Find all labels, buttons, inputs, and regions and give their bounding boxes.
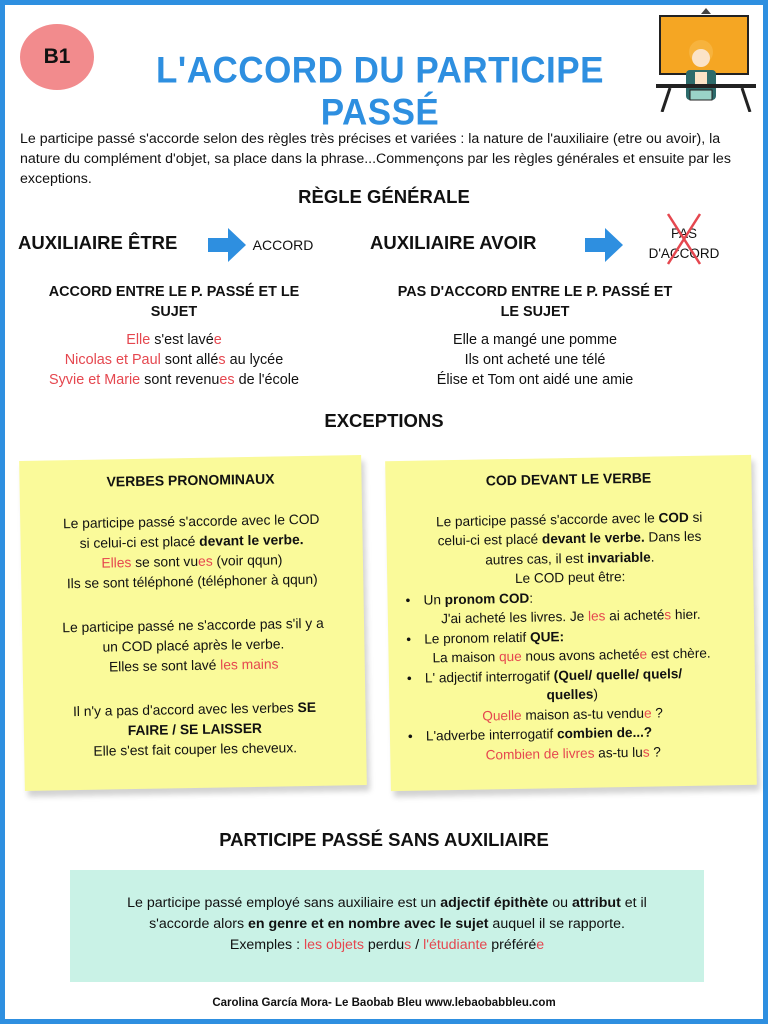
arrow-right-icon xyxy=(585,228,623,262)
note-emphasis: invariable xyxy=(587,549,651,566)
example-verb: s'est lavé xyxy=(150,332,214,348)
example-agreement: s xyxy=(218,352,226,368)
note-cod: que xyxy=(498,648,522,665)
note-line: un COD placé après le verbe. xyxy=(102,636,285,655)
note-cod: Quelle xyxy=(482,707,522,724)
arrow-right-icon xyxy=(208,228,246,262)
note-line: Le COD peut être: xyxy=(514,569,626,586)
note-text: Un xyxy=(423,591,445,608)
note-line: Le participe passé ne s'accorde pas s'il y a xyxy=(62,615,324,636)
avoir-example: Elle a mangé une pomme xyxy=(453,332,617,348)
note-text: se sont vu xyxy=(131,553,199,571)
cross-icon xyxy=(664,212,704,266)
note-emphasis: SE xyxy=(297,699,317,716)
box-text: s'accorde alors xyxy=(149,916,248,932)
note-cod-devant-le-verbe xyxy=(385,455,757,791)
example-verb: sont allé xyxy=(160,352,219,368)
exceptions-heading: EXCEPTIONS xyxy=(324,410,444,431)
note-text: La maison xyxy=(432,649,500,666)
box-text: préféré xyxy=(487,937,537,953)
note-agreement: s xyxy=(642,744,650,760)
example-rest: au lycée xyxy=(225,352,284,368)
note-text: maison as-tu vendu xyxy=(521,705,645,723)
box-text: Exemples : xyxy=(229,937,304,953)
avoir-example: Élise et Tom ont aidé une amie xyxy=(436,372,634,388)
box-text: et il xyxy=(620,895,647,911)
note-text: Le participe passé s'accorde avec le xyxy=(435,509,659,529)
bullet-icon: • xyxy=(405,592,411,608)
bullet-icon: • xyxy=(406,631,412,647)
general-rule-heading: RÈGLE GÉNÉRALE xyxy=(298,186,470,207)
example-rest: de l'école xyxy=(234,372,299,388)
example-subject: Elle xyxy=(126,332,151,348)
note-emphasis: pronom COD xyxy=(444,590,530,607)
box-example: les objets xyxy=(303,937,364,953)
box-example: l'étudiante xyxy=(423,937,488,953)
intro-paragraph: Le participe passé s'accorde selon des règles très précises et variées : la nature de l'auxiliaire (etre ou avoir), la nature du complément d'objet, sa place dans la phrase...Commençons par les règles générales et ensuite par les exceptions. xyxy=(20,131,731,187)
example-verb: sont revenu xyxy=(140,372,220,388)
page-title: L'ACCORD DU PARTICIPE PASSÉ xyxy=(156,50,604,133)
box-line xyxy=(70,935,704,956)
note-agreement: e xyxy=(639,646,648,662)
example-agreement: s xyxy=(227,372,235,388)
note-text: ? xyxy=(651,704,664,721)
accord-sujet-subheading-line2: SUJET xyxy=(150,304,198,320)
example-agreement: e xyxy=(213,332,222,348)
auxiliaire-etre-label: AUXILIAIRE ÊTRE xyxy=(18,232,178,253)
accord-sujet-subheading-line1: ACCORD ENTRE LE P. PASSÉ ET LE xyxy=(48,284,300,300)
bullet-icon: • xyxy=(406,670,412,686)
box-emphasis: adjectif épithète xyxy=(440,895,549,911)
etre-example xyxy=(18,350,330,370)
note-cod: les xyxy=(587,608,606,624)
note-line: Le participe passé s'accorde avec le COD xyxy=(62,511,320,532)
box-text: Le participe passé employé sans auxiliaire est un xyxy=(127,895,441,911)
pas-accord-sujet-subheading xyxy=(372,282,698,322)
level-badge-label: B1 xyxy=(43,45,71,68)
note-agreement: s xyxy=(664,607,672,623)
note-text: ) xyxy=(593,686,599,702)
note-text: nous avons acheté xyxy=(521,646,640,664)
example-agreement: e xyxy=(219,372,228,388)
pas-daccord-line2: D'ACCORD xyxy=(648,246,720,261)
note-line: Ils se sont téléphoné (téléphoner à qqun) xyxy=(66,571,318,592)
note-text: celui-ci est placé xyxy=(437,531,543,549)
note-text: hier. xyxy=(671,606,701,623)
note-emphasis: devant le verbe. xyxy=(541,529,645,547)
teacher-illustration xyxy=(656,8,756,112)
auxiliaire-avoir-label: AUXILIAIRE AVOIR xyxy=(370,232,537,253)
note-text: ai acheté xyxy=(605,607,665,624)
etre-example xyxy=(18,370,330,390)
note-text: si xyxy=(688,509,703,525)
note-subject: Elles xyxy=(101,555,132,571)
pas-accord-sujet-subheading-line1: PAS D'ACCORD ENTRE LE P. PASSÉ ET xyxy=(397,284,673,300)
bullet-icon: • xyxy=(407,728,413,744)
note-text: . xyxy=(650,549,655,565)
pas-accord-sujet-subheading-line2: LE SUJET xyxy=(500,304,570,320)
note-cod: les mains xyxy=(220,656,279,673)
avoir-example: Ils ont acheté une télé xyxy=(464,352,606,368)
accord-result: ACCORD xyxy=(252,237,314,253)
box-text: perdu xyxy=(363,937,405,953)
box-line xyxy=(70,914,704,935)
note-text: si celui-ci est placé xyxy=(79,533,200,551)
note-agreement: es xyxy=(197,553,213,569)
note-text: L'adverbe interrogatif xyxy=(425,726,558,744)
note-text: ? xyxy=(649,743,662,760)
box-emphasis: attribut xyxy=(571,895,621,911)
example-subject: Nicolas et Paul xyxy=(64,352,161,368)
note-text: as-tu lu xyxy=(594,744,643,761)
note-text: Il n'y a pas d'accord avec les verbes xyxy=(72,700,298,720)
note-text: Le pronom relatif xyxy=(424,629,531,647)
note-line: Elle s'est fait couper les cheveux. xyxy=(93,740,298,759)
level-badge xyxy=(20,24,94,90)
note-title: VERBES PRONOMINAUX xyxy=(106,470,275,490)
note-verbes-pronominaux xyxy=(19,455,367,791)
note-text: J'ai acheté les livres. Je xyxy=(441,608,589,627)
note-text: Elles se sont lavé xyxy=(108,657,221,675)
note-text: autres cas, il est xyxy=(485,550,588,567)
note-text: : xyxy=(529,590,534,606)
example-subject: Syvie et Marie xyxy=(49,372,141,388)
note-text: est chère. xyxy=(647,645,711,662)
note-agreement: e xyxy=(643,705,652,721)
accord-sujet-subheading xyxy=(18,282,330,322)
box-line xyxy=(70,893,704,914)
box-text: ou xyxy=(548,895,572,911)
note-emphasis: QUE: xyxy=(529,628,565,645)
note-text: Dans les xyxy=(644,528,702,545)
box-text: / xyxy=(411,937,424,953)
note-emphasis: combien de...? xyxy=(556,724,653,742)
sans-auxiliaire-text xyxy=(70,893,704,956)
box-emphasis: en genre et en nombre avec le sujet xyxy=(247,916,489,932)
etre-example xyxy=(18,330,330,350)
sans-auxiliaire-heading: PARTICIPE PASSÉ SANS AUXILIAIRE xyxy=(219,829,549,850)
note-emphasis: COD xyxy=(658,509,689,525)
note-title: COD DEVANT LE VERBE xyxy=(485,469,652,489)
note-cod: Combien de livres xyxy=(485,745,595,763)
note-emphasis: quelles xyxy=(546,686,594,703)
note-text: L' adjectif interrogatif xyxy=(424,667,554,686)
note-emphasis: (Quel/ quelle/ quels/ xyxy=(553,665,683,683)
note-text: (voir qqun) xyxy=(212,552,283,569)
note-emphasis: devant le verbe. xyxy=(199,532,304,549)
note-line: FAIRE / SE LAISSER xyxy=(127,720,263,739)
box-agreement: s xyxy=(404,937,412,953)
footer-credit: Carolina García Mora- Le Baobab Bleu www.lebaobabbleu.com xyxy=(212,997,556,1009)
box-text: auquel il se rapporte. xyxy=(488,916,625,932)
pas-daccord-line1: PAS xyxy=(670,226,697,241)
box-agreement: e xyxy=(536,937,545,953)
